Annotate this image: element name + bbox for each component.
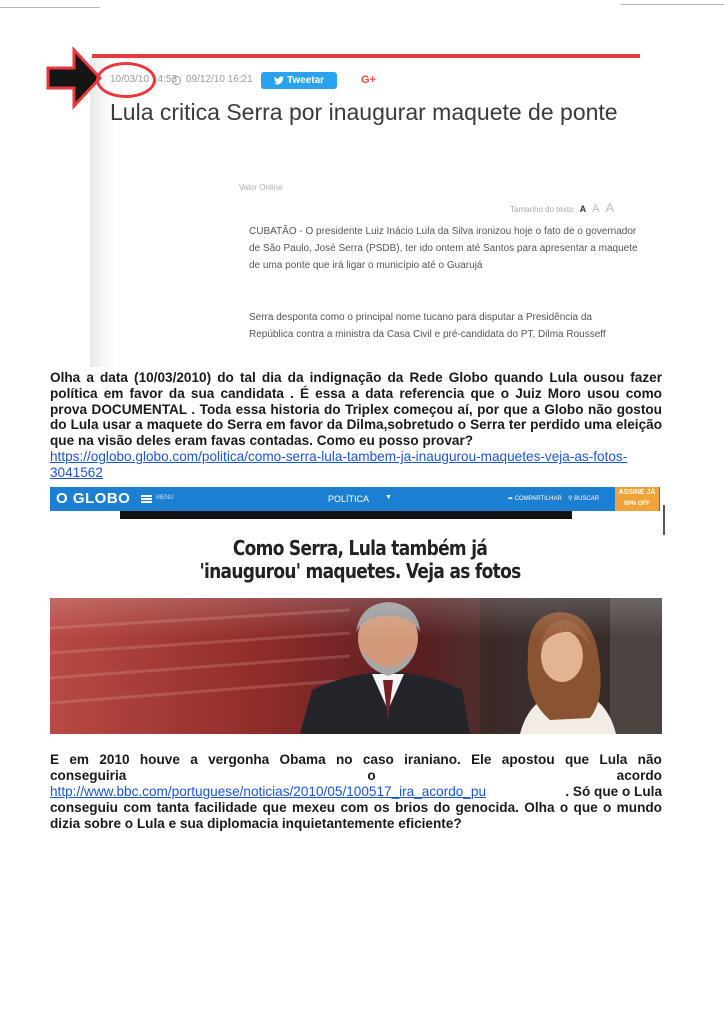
article-date: 10/03/10 (110, 74, 149, 85)
oglobo-article-link[interactable]: https://oglobo.globo.com/politica/como-serra-lula-tambem-ja-inaugurou-maquetes-veja-as-fotos-3041562 (50, 448, 628, 480)
footer-word: E (50, 752, 60, 767)
date-highlight-circle (96, 62, 156, 98)
text-size-medium-button[interactable]: A (592, 203, 600, 215)
footer-line (50, 768, 662, 784)
scan-artifact (620, 4, 724, 5)
footer-word: caso (362, 752, 394, 767)
article-paragraph: Serra desponta como o principal nome tucano para disputar a Presidência da República contra a ministra da Casa Civil e pré-candidata do PT, Dilma Rousseff (249, 312, 606, 340)
photo-lula-and-woman (50, 598, 662, 734)
footer-word: que (564, 752, 590, 767)
google-plus-button[interactable]: G+ (361, 74, 376, 86)
share-label: COMPARTILHAR (514, 496, 562, 502)
article-source: Valor Online (239, 183, 283, 192)
arrow-annotation-icon (44, 46, 102, 110)
oglobo-headline-line2: 'inaugurou' maquetes. Veja as fotos (199, 559, 521, 583)
twitter-bird-icon (274, 76, 284, 85)
chevron-down-icon[interactable]: ▼ (385, 494, 392, 501)
footer-line (50, 752, 662, 768)
text-size-control (510, 200, 614, 215)
news-photo (50, 598, 662, 734)
footer-word: não (637, 752, 662, 767)
clock-icon (172, 76, 181, 85)
article-headline: Lula critica Serra por inaugurar maquete de ponte (110, 99, 618, 125)
subscribe-label: ASSINE JÁ (618, 489, 656, 496)
footer-word: a (190, 752, 198, 767)
footer-word: apostou (501, 752, 555, 767)
text-size-small-button[interactable]: A (579, 204, 587, 214)
oglobo-navbar (50, 487, 660, 511)
share-button[interactable] (508, 495, 562, 502)
footer-text: . Só que o Lula (565, 784, 662, 799)
search-label: BUSCAR (574, 496, 600, 502)
article-paragraph: CUBATÃO - O presidente Luiz Inácio Lula da Silva ironizou hoje o fato de o governador de São Paulo, José Serra (PSDB), ter ido ontem até Santos para apresentar a maquete de uma ponte que irá ligar o município até o Guarujá (249, 226, 638, 271)
scan-shadow-strip (120, 511, 572, 519)
commentary-block (50, 370, 662, 481)
footer-word: Obama (279, 752, 326, 767)
subscribe-button[interactable] (615, 487, 659, 511)
footer-word: iraniano. (404, 752, 461, 767)
footer-word: acordo (616, 768, 662, 783)
search-button[interactable] (568, 495, 599, 502)
footer-text: conseguiu com tanta facilidade que mexeu com os brios do genocida. Olha o que o mundo dizia sobre o Lula e sua diplomacia inquietantemente eficiente? (50, 800, 662, 831)
search-icon: ⚲ (568, 496, 573, 502)
footer-word: Ele (471, 752, 492, 767)
footer-word: conseguiria (50, 768, 127, 783)
hamburger-menu-icon[interactable] (141, 495, 152, 503)
footer-word: no (335, 752, 353, 767)
footer-commentary (50, 752, 662, 832)
scan-artifact (0, 7, 100, 8)
article-time: 14:53 (152, 74, 178, 85)
text-size-large-button[interactable]: A (605, 200, 615, 215)
section-politica[interactable]: POLÍTICA (328, 494, 370, 504)
footer-line (50, 784, 662, 800)
footer-word: Lula (599, 752, 628, 767)
footer-word: o (367, 768, 376, 783)
tweet-label: Tweetar (286, 75, 325, 86)
subscribe-discount: 80% OFF (624, 501, 650, 507)
article-updated: 09/12/10 16:21 (186, 74, 253, 85)
article-header-bar (92, 54, 640, 58)
share-arrow-icon: ➦ (508, 496, 514, 502)
commentary-text: Olha a data (10/03/2010) do tal dia da indignação da Rede Globo quando Lula ousou fazer política em favor da sua candidata . É essa a data referencia que o Juiz Moro usou como prova DOCUMENTAL . Toda essa historia do Triplex começou aí, por que a Globo não gostou do Lula usar a maquete do Serra em favor da Dilma,sobretudo o Serra ter perdido uma eleição que na visão deles eram favas contadas. Como eu posso provar? (50, 370, 662, 449)
text-size-label: Tamanho do texto (510, 205, 574, 214)
oglobo-headline (182, 537, 539, 583)
footer-word: vergonha (208, 752, 270, 767)
bbc-article-link[interactable]: http://www.bbc.com/portuguese/noticias/2010/05/100517_ira_acordo_pu (50, 784, 487, 799)
oglobo-headline-line1: Como Serra, Lula também já (232, 536, 488, 560)
tweet-button[interactable] (261, 72, 337, 89)
footer-word: houve (139, 752, 180, 767)
scan-edge (663, 505, 665, 535)
menu-label: MENU (156, 495, 174, 501)
footer-word: em (69, 752, 90, 767)
oglobo-logo[interactable]: O GLOBO (56, 490, 131, 507)
footer-word: 2010 (99, 752, 130, 767)
